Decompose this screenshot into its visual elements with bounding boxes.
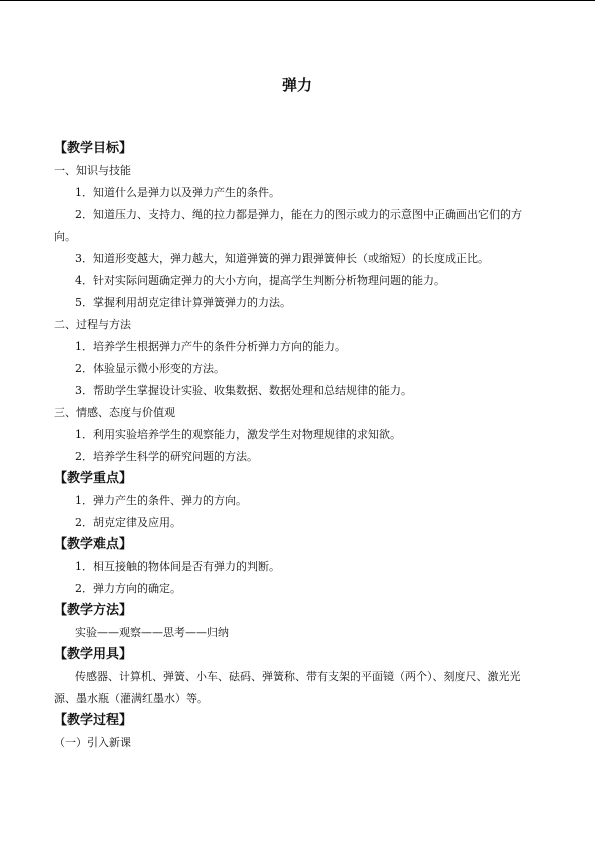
key-point-item: 1．弹力产生的条件、弹力的方向。: [75, 494, 247, 507]
objectives-part1-label: 一、知识与技能: [54, 164, 131, 177]
key-points-heading: 【教学重点】: [54, 471, 133, 486]
objective-item: 2．知道压力、支持力、绳的拉力都是弹力，能在力的图示或力的示意图中正确画出它们的方向。: [54, 208, 522, 243]
objective-item: 3．帮助学生掌握设计实验、收集数据、数据处理和总结规律的能力。: [75, 384, 412, 397]
process-heading: 【教学过程】: [54, 713, 133, 728]
objective-item: 2．培养学生科学的研究问题的方法。: [75, 450, 258, 463]
document-body: [54, 138, 540, 754]
key-point-item: 2．胡克定律及应用。: [75, 516, 181, 529]
objective-item: 2．体验显示微小形变的方法。: [75, 362, 225, 375]
process-sub1: （一）引入新课: [54, 736, 131, 749]
objective-item: 1．利用实验培养学生的观察能力，激发学生对物理规律的求知欲。: [75, 428, 401, 441]
objective-item: 5．掌握利用胡克定律计算弹簧弹力的力法。: [75, 296, 291, 309]
methods-text: 实验——观察——思考——归纳: [75, 626, 229, 639]
difficulty-item: 2．弹力方向的确定。: [75, 582, 181, 595]
objectives-part2-label: 二、过程与方法: [54, 318, 131, 331]
objective-item: 1．知道什么是弹力以及弹力产生的条件。: [75, 186, 280, 199]
tools-text: 传感器、计算机、弹簧、小车、砝码、弹簧称、带有支架的平面镜（两个）、刻度尺、激光光源、墨水瓶（灌满红墨水）等。: [54, 670, 521, 705]
objective-item: 4．针对实际问题确定弹力的大小方向，提高学生判断分析物理问题的能力。: [75, 274, 445, 287]
objective-item: 1．培养学生根据弹力产牛的条件分析弹力方向的能力。: [75, 340, 346, 353]
tools-heading: 【教学用具】: [54, 647, 133, 662]
objectives-heading: 【教学目标】: [54, 141, 133, 156]
page-title: 弹力: [281, 76, 312, 94]
objective-item: 3．知道形变越大，弹力越大，知道弹簧的弹力跟弹簧伸长（或缩短）的长度成正比。: [75, 252, 489, 265]
difficulty-item: 1．相互接触的物体间是否有弹力的判断。: [75, 560, 280, 573]
top-border-rule: [0, 0, 595, 1]
difficulties-heading: 【教学难点】: [54, 537, 133, 552]
methods-heading: 【教学方法】: [54, 603, 133, 618]
objectives-part3-label: 三、情感、态度与价值观: [54, 406, 175, 419]
